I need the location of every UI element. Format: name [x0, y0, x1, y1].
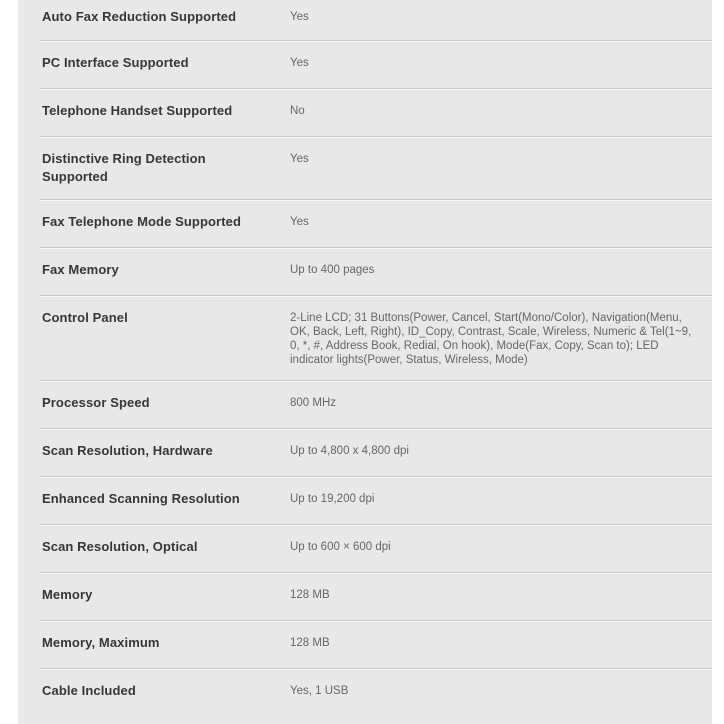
spec-label: Distinctive Ring Detection Supported [42, 151, 206, 184]
spec-value: Yes [290, 11, 309, 23]
spec-row [18, 88, 712, 136]
spec-label: Memory, Maximum [42, 635, 160, 650]
spec-row [18, 199, 712, 247]
spec-value: Yes, 1 USB [290, 685, 349, 697]
spec-row [18, 136, 712, 199]
spec-row [18, 0, 712, 40]
spec-label: PC Interface Supported [42, 55, 189, 70]
spec-value: 2-Line LCD; 31 Buttons(Power, Cancel, Start(Mono/Color), Navigation(Menu, OK, Back, Left, Right), ID_Copy, Contrast, Scale, Wireless, Numeric & Tel(1~9, 0, *, #, Address Book, Redial, On hook), Mode(Fax, Copy, Scan to); LED indicator lights(Power, Status, Wireless, Mode) [290, 312, 692, 366]
spec-value: Up to 19,200 dpi [290, 493, 375, 505]
spec-label: Fax Telephone Mode Supported [42, 214, 242, 229]
spec-row [18, 620, 712, 668]
spec-row [18, 40, 712, 88]
spec-label: Control Panel [42, 310, 128, 325]
spec-label: Memory [42, 587, 93, 602]
spec-row [18, 247, 712, 295]
spec-label: Enhanced Scanning Resolution [42, 491, 240, 506]
spec-value: Yes [290, 216, 309, 228]
spec-value: Up to 4,800 x 4,800 dpi [290, 445, 409, 457]
spec-row [18, 295, 712, 380]
spec-row [18, 524, 712, 572]
spec-label: Cable Included [42, 683, 136, 698]
spec-value: 128 MB [290, 589, 330, 601]
spec-table [18, 0, 712, 724]
spec-value: No [290, 105, 305, 117]
spec-row [18, 428, 712, 476]
spec-row [18, 572, 712, 620]
spec-label: Fax Memory [42, 262, 119, 277]
spec-row [18, 668, 712, 716]
spec-label: Scan Resolution, Hardware [42, 443, 213, 458]
spec-label: Auto Fax Reduction Supported [42, 9, 237, 24]
spec-label: Telephone Handset Supported [42, 103, 233, 118]
spec-label: Processor Speed [42, 395, 150, 410]
spec-value: Yes [290, 153, 309, 165]
spec-value: 128 MB [290, 637, 330, 649]
spec-row [18, 476, 712, 524]
spec-value: 800 MHz [290, 397, 337, 409]
spec-label: Scan Resolution, Optical [42, 539, 198, 554]
spec-value: Up to 600 × 600 dpi [290, 541, 391, 553]
spec-row [18, 380, 712, 428]
spec-value: Up to 400 pages [290, 264, 375, 276]
spec-value: Yes [290, 57, 309, 69]
